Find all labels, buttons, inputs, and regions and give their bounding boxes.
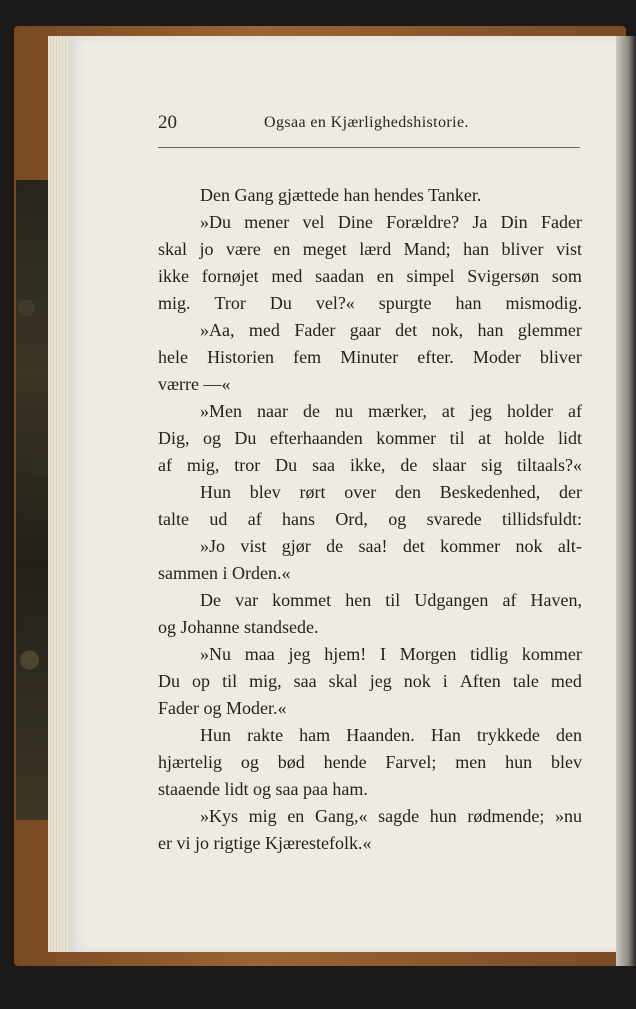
word: mig.: [158, 293, 191, 313]
word: at: [478, 428, 492, 448]
word: bød: [277, 752, 305, 772]
word: de: [326, 536, 344, 556]
word: Forældre?: [386, 212, 460, 232]
text-line: [158, 452, 582, 479]
word: »Jo: [200, 536, 226, 556]
text-line: [158, 668, 582, 695]
word: Dig,: [158, 428, 190, 448]
word: skal: [328, 671, 358, 691]
word: saadan: [315, 266, 365, 286]
word: den: [556, 725, 582, 745]
word: der: [558, 482, 582, 502]
word: og: [240, 752, 259, 772]
word: han: [463, 239, 490, 259]
word: Farvel;: [385, 752, 437, 772]
word: blev: [249, 482, 281, 502]
word: Du: [269, 293, 292, 313]
word: tale: [512, 671, 539, 691]
word: holder: [506, 401, 553, 421]
word: efterhaanden: [269, 428, 363, 448]
text-line: og Johanne standsede.: [158, 617, 319, 637]
word: gaar: [349, 320, 381, 340]
facing-page-edge: [616, 36, 636, 966]
page-number: 20: [158, 112, 177, 133]
word: kommer: [376, 428, 437, 448]
word: De: [200, 590, 221, 610]
text-line: [158, 209, 582, 236]
word: Mand;: [403, 239, 451, 259]
word: de: [303, 401, 321, 421]
word: op: [192, 671, 211, 691]
word: Du: [158, 671, 180, 691]
word: af: [502, 590, 517, 610]
text-line: sammen i Orden.«: [158, 563, 291, 583]
word: mig,: [186, 455, 220, 475]
word: mig,: [249, 671, 282, 691]
word: tidlig: [470, 644, 509, 664]
word: Ja: [472, 212, 488, 232]
word: og: [388, 509, 407, 529]
page-header: [158, 112, 580, 140]
text-line: [158, 398, 582, 425]
word: med: [550, 671, 582, 691]
word: kommer: [440, 536, 501, 556]
word: nok: [515, 536, 543, 556]
word: hjem!: [324, 644, 367, 664]
word: hele: [158, 347, 188, 367]
word: kommet: [272, 590, 332, 610]
text-line: [158, 533, 582, 560]
word: sig: [481, 455, 503, 475]
word: hun: [505, 752, 533, 772]
text-line: [158, 803, 582, 830]
word: det: [395, 320, 418, 340]
word: Haanden.: [346, 725, 415, 745]
word: ikke: [158, 266, 189, 286]
word: det: [402, 536, 425, 556]
word: Minuter: [340, 347, 399, 367]
text-line: [158, 425, 582, 452]
word: kommer: [521, 644, 582, 664]
word: »nu: [554, 806, 582, 826]
word: »Du: [200, 212, 231, 232]
word: de: [400, 455, 418, 475]
word: fornøjet: [201, 266, 259, 286]
word: jeg: [469, 401, 492, 421]
word: saa!: [358, 536, 388, 556]
text-line: [158, 236, 582, 263]
word: Din: [500, 212, 528, 232]
word: til: [449, 428, 465, 448]
word: Fader: [540, 212, 582, 232]
text-line: [158, 344, 582, 371]
word: en: [376, 266, 394, 286]
word: hun: [429, 806, 457, 826]
word: med: [271, 266, 303, 286]
word: til: [385, 590, 401, 610]
word: af: [567, 401, 582, 421]
word: alt-: [557, 536, 582, 556]
word: bliver: [501, 239, 544, 259]
word: nok: [403, 671, 431, 691]
word: Morgen: [399, 644, 457, 664]
word: men: [455, 752, 487, 772]
word: Ord,: [335, 509, 368, 529]
text-line: [158, 587, 582, 614]
text-line: værre —«: [158, 374, 231, 394]
word: spurgte: [378, 293, 432, 313]
header-rule: [158, 147, 580, 148]
word: Du: [275, 455, 298, 475]
running-head: Ogsaa en Kjærlighedshistorie.: [264, 114, 469, 131]
word: af: [158, 455, 172, 475]
word: saa: [312, 455, 336, 475]
word: med: [248, 320, 280, 340]
word: være: [225, 239, 261, 259]
word: slaar: [432, 455, 467, 475]
word: han: [455, 293, 482, 313]
word: lidt: [557, 428, 582, 448]
word: rakte: [247, 725, 284, 745]
word: nu: [335, 401, 354, 421]
word: af: [247, 509, 262, 529]
word: mismodig.: [505, 293, 582, 313]
word: i: [442, 671, 448, 691]
word: som: [551, 266, 582, 286]
word: »Men: [200, 401, 242, 421]
word: fem: [293, 347, 322, 367]
word: Hun: [200, 482, 231, 502]
text-line: Fader og Moder.«: [158, 698, 287, 718]
text-line: [158, 479, 582, 506]
word: den: [394, 482, 421, 502]
word: mig: [248, 806, 277, 826]
text-line: [158, 749, 582, 776]
word: Gang,«: [314, 806, 368, 826]
text-line: [158, 641, 582, 668]
word: en: [273, 239, 291, 259]
word: Han: [430, 725, 461, 745]
word: en: [287, 806, 305, 826]
word: ham: [299, 725, 331, 745]
word: nok,: [431, 320, 464, 340]
word: naar: [257, 401, 289, 421]
marbled-cover-edge: [16, 180, 50, 820]
word: jo: [199, 239, 214, 259]
word: talte: [158, 509, 189, 529]
word: glemmer: [517, 320, 582, 340]
word: ikke,: [349, 455, 386, 475]
word: Udgangen: [414, 590, 489, 610]
word: Tror: [214, 293, 246, 313]
text-line: [158, 722, 582, 749]
word: skal: [158, 239, 187, 259]
word: hjærtelig: [158, 752, 222, 772]
word: hen: [345, 590, 372, 610]
text-line: er vi jo rigtige Kjærestefolk.«: [158, 833, 372, 853]
word: simpel: [406, 266, 455, 286]
word: Dine: [337, 212, 373, 232]
word: vel?«: [315, 293, 355, 313]
word: jeg: [369, 671, 392, 691]
word: jeg: [288, 644, 311, 664]
word: tror: [234, 455, 261, 475]
text-line: staaende lidt og saa paa ham.: [158, 779, 368, 799]
word: hans: [282, 509, 316, 529]
word: rødmende;: [467, 806, 545, 826]
word: holde: [504, 428, 545, 448]
word: mener: [244, 212, 290, 232]
word: til: [222, 671, 238, 691]
word: og: [202, 428, 221, 448]
word: meget: [302, 239, 347, 259]
word: Svigersøn: [467, 266, 540, 286]
word: Moder: [472, 347, 521, 367]
word: bliver: [539, 347, 582, 367]
word: »Aa,: [200, 320, 235, 340]
word: vist: [555, 239, 582, 259]
text-line: [158, 263, 582, 290]
word: Historien: [207, 347, 275, 367]
word: Du: [234, 428, 257, 448]
word: rørt: [299, 482, 326, 502]
word: over: [344, 482, 377, 502]
word: han: [477, 320, 504, 340]
word: tiltaals?«: [517, 455, 582, 475]
word: tillidsfuldt:: [501, 509, 582, 529]
word: trykkede: [476, 725, 540, 745]
word: var: [235, 590, 259, 610]
word: I: [379, 644, 386, 664]
word: »Nu: [200, 644, 231, 664]
word: ud: [209, 509, 228, 529]
word: svarede: [426, 509, 482, 529]
text-line: Den Gang gjættede han hendes Tanker.: [200, 185, 482, 205]
text-line: [158, 317, 582, 344]
word: at: [441, 401, 455, 421]
text-line: [158, 506, 582, 533]
word: Beskedenhed,: [439, 482, 541, 502]
word: vist: [240, 536, 267, 556]
word: efter.: [417, 347, 454, 367]
word: Hun: [200, 725, 231, 745]
word: lærd: [359, 239, 392, 259]
word: Haven,: [530, 590, 582, 610]
text-line: [158, 290, 582, 317]
word: maa: [244, 644, 275, 664]
word: blev: [551, 752, 582, 772]
word: saa: [293, 671, 317, 691]
word: Aften: [459, 671, 501, 691]
body-text: [158, 182, 582, 857]
word: mærker,: [368, 401, 427, 421]
word: sagde: [378, 806, 420, 826]
word: »Kys: [200, 806, 239, 826]
word: vel: [302, 212, 325, 232]
word: Fader: [294, 320, 336, 340]
word: hende: [323, 752, 367, 772]
word: gjør: [281, 536, 311, 556]
